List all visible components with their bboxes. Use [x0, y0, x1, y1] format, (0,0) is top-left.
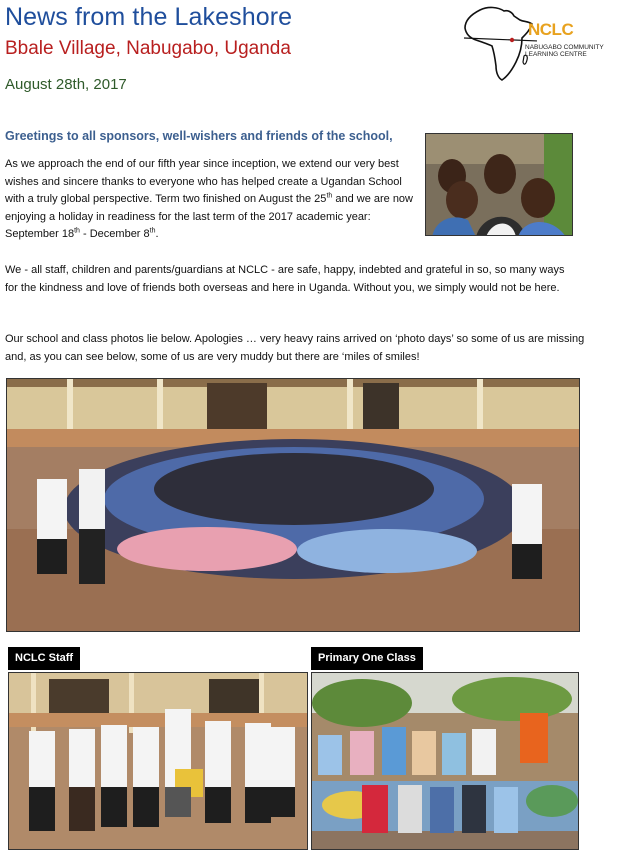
class-caption: Primary One Class [311, 647, 423, 670]
africa-map-icon [462, 4, 537, 82]
paragraph-1-text-b: and we are now enjoying a holiday in readiness for the last term of the 2017 academic year: September 18 [5, 193, 413, 240]
ordinal-suffix: th [326, 192, 333, 200]
staff-caption: NCLC Staff [8, 647, 80, 670]
page-subtitle: Bbale Village, Nabugabo, Uganda [5, 38, 291, 59]
nclc-logo [462, 4, 618, 82]
staff-group-photo [8, 672, 308, 850]
logo-acronym: NCLC [528, 20, 574, 39]
paragraph-1-text-a: As we approach the end of our fifth year since inception, we extend our very best wishes and sincere thanks to everyone who has helped create a Ugandan School with a truly global perspective. Term two finished on August the 25 [5, 158, 402, 205]
children-portrait-photo [425, 133, 573, 236]
school-group-photo [6, 378, 580, 632]
logo-full-name: NABUGABO COMMUNITY LEARNING CENTRE [525, 44, 604, 58]
paragraph-1-text-c: - December 8 [79, 228, 150, 240]
paragraph-3: Our school and class photos lie below. Apologies … very heavy rains arrived on ‘photo days’ so some of us are missing and, as you can see below, some of us are very muddy but there are ‘miles of smiles! [5, 333, 585, 363]
paragraph-1-text-d: . [155, 228, 159, 240]
paragraph-1 [5, 156, 415, 244]
page-title: News from the Lakeshore [5, 3, 293, 31]
greeting: Greetings to all sponsors, well-wishers and friends of the school, [5, 129, 393, 143]
primary-one-class-photo [311, 672, 579, 850]
ordinal-suffix: th [74, 227, 80, 235]
ordinal-suffix: th [149, 227, 156, 235]
newsletter-date: August 28th, 2017 [5, 76, 127, 93]
paragraph-2: We - all staff, children and parents/guardians at NCLC - are safe, happy, indebted and grateful in so, so many ways for the kindness and love of friends both overseas and here in Uganda. Without you, we simply would not be here. [5, 264, 565, 294]
